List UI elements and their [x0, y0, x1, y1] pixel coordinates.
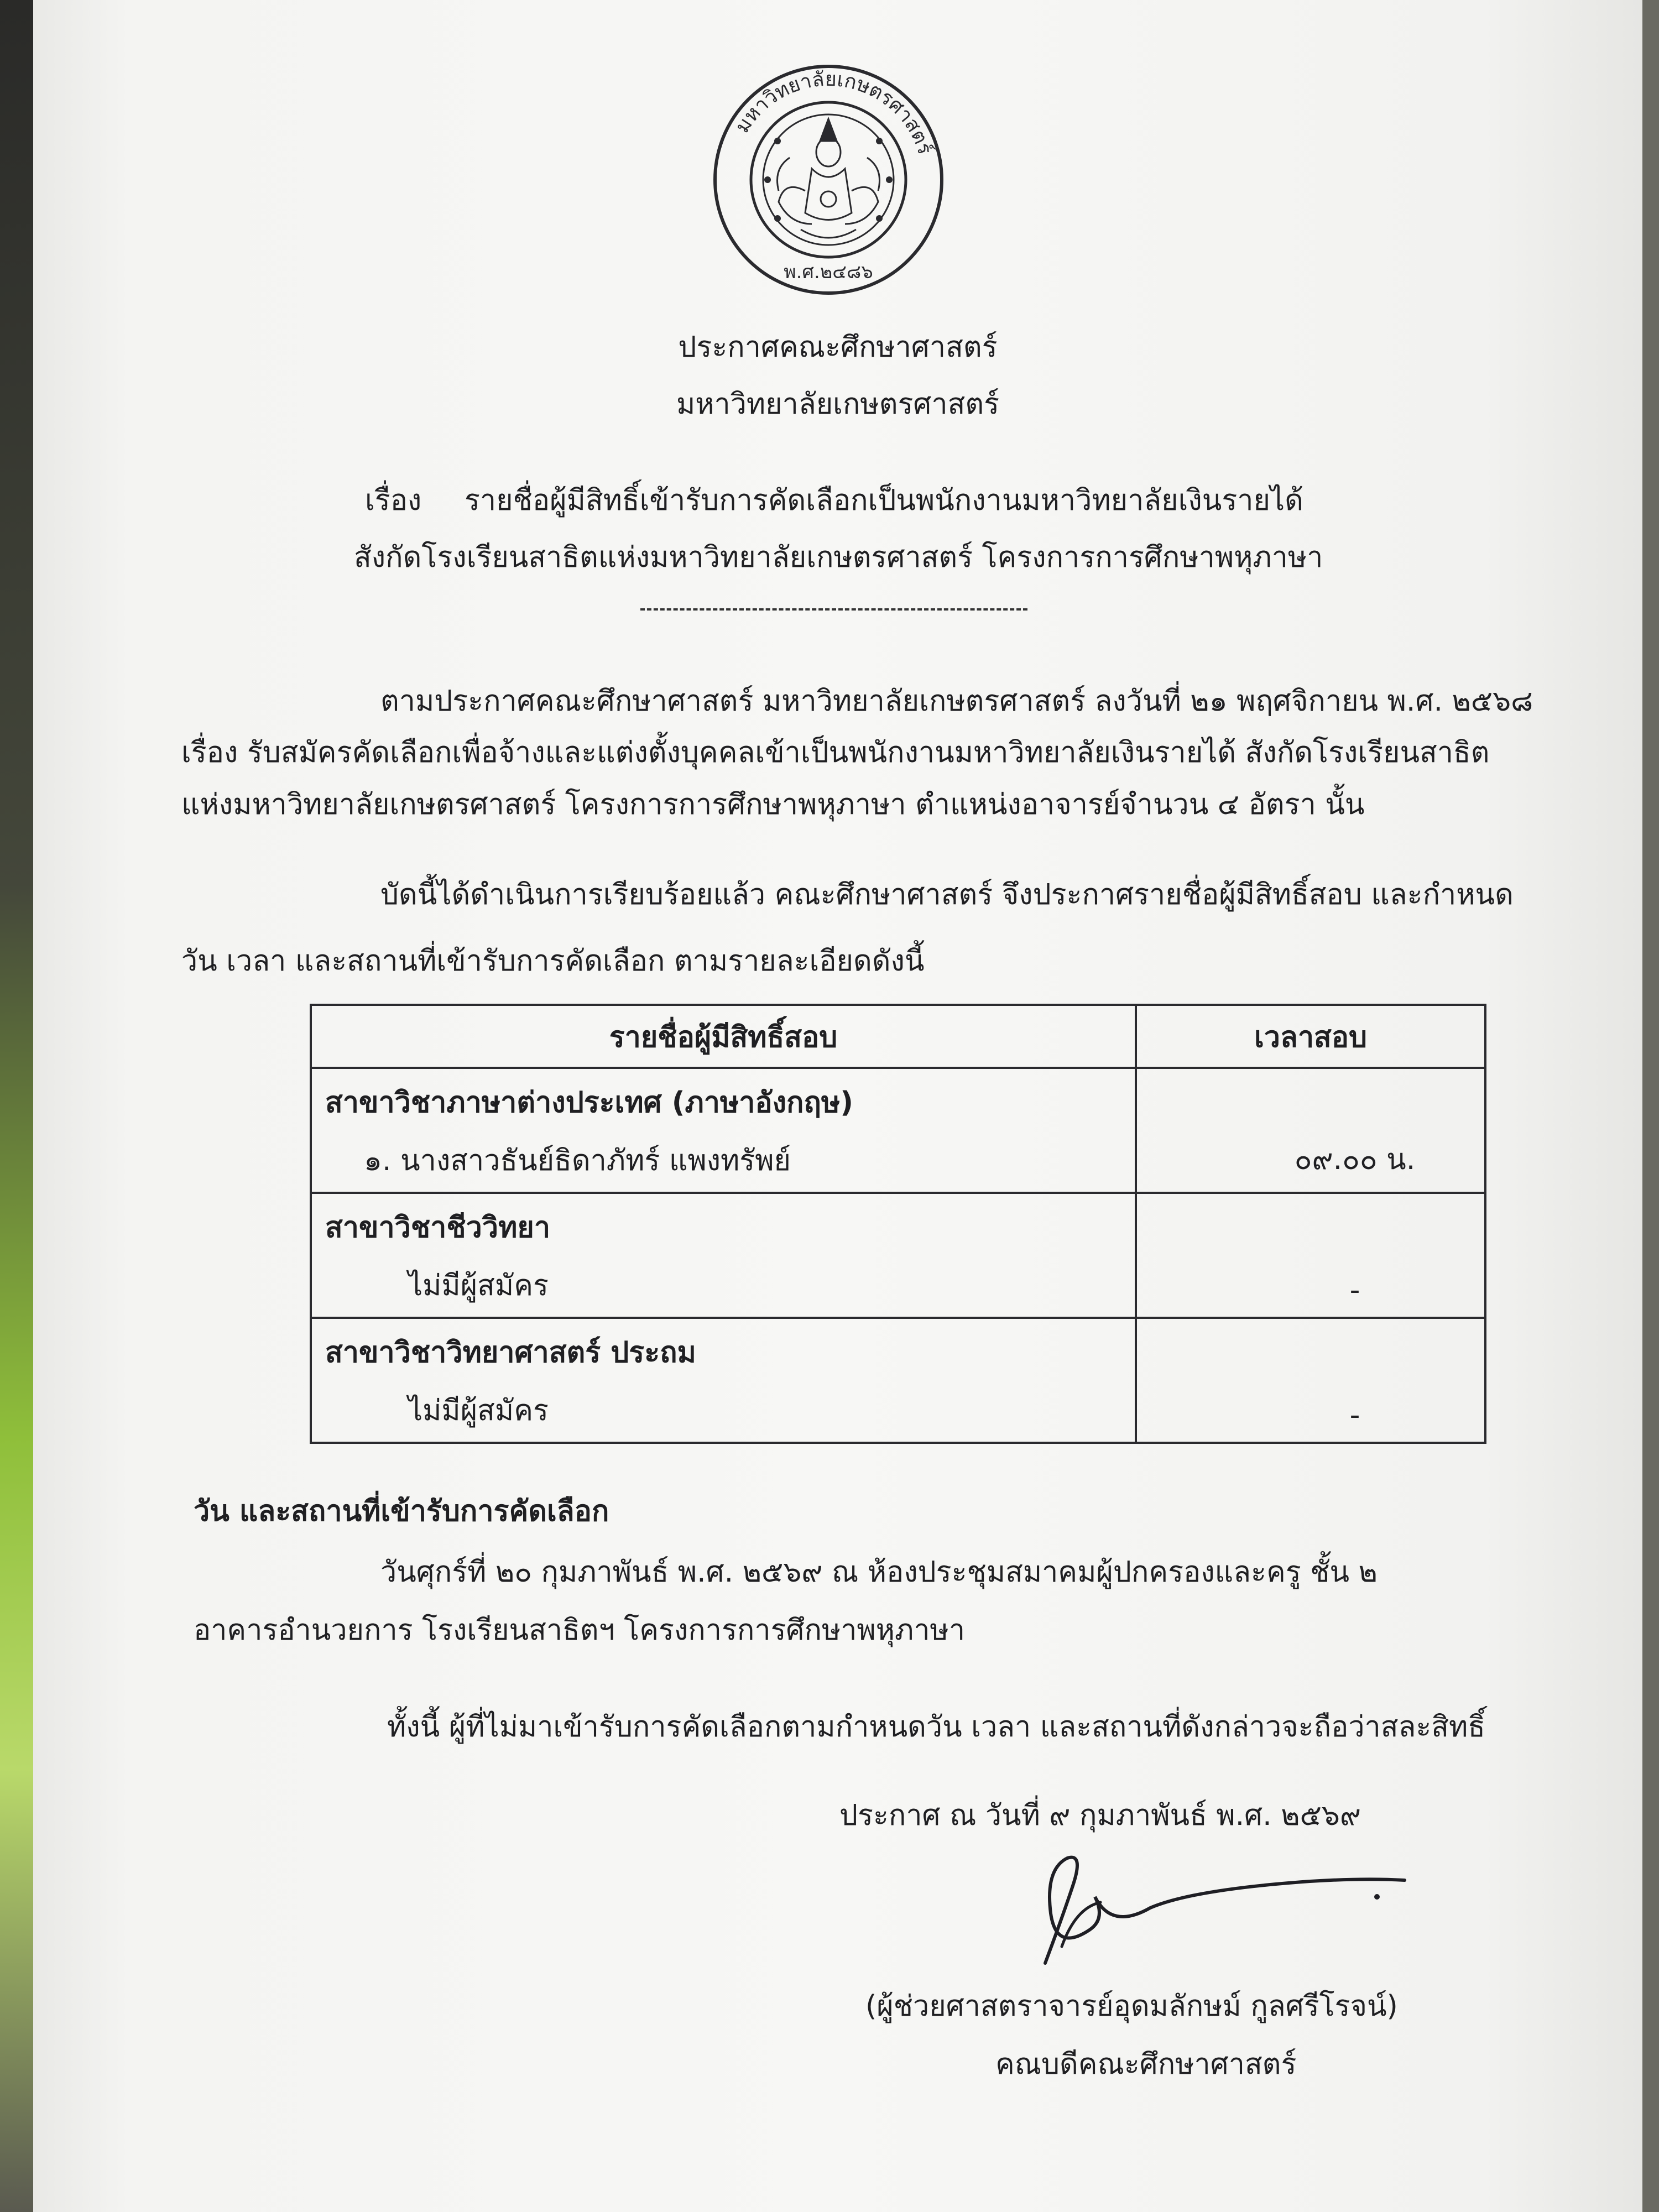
table-row: [311, 1318, 1485, 1443]
candidate-table: [310, 1004, 1486, 1444]
paragraph-2-line-1: บัดนี้ได้ดำเนินการเรียบร้อยแล้ว คณะศึกษาศาสตร์ จึงประกาศรายชื่อผู้มีสิทธิ์สอบ และกำหนด: [380, 878, 1514, 911]
announce-date: ประกาศ ณ วันที่ ๙ กุมภาพันธ์ พ.ศ. ๒๕๖๙: [839, 1799, 1361, 1832]
seal-year-text: พ.ศ.๒๔๘๖: [784, 261, 873, 283]
university-seal: [707, 58, 950, 301]
paragraph-2-line-2: วัน เวลา และสถานที่เข้ารับการคัดเลือก ตามรายละเอียดดังนี้: [181, 945, 925, 978]
paragraph-1-line-3: แห่งมหาวิทยาลัยเกษตรศาสตร์ โครงการการศึกษาพหุภาษา ตำแหน่งอาจารย์จำนวน ๔ อัตรา นั้น: [181, 788, 1365, 821]
candidate-entry: ไม่มีผู้สมัคร: [408, 1394, 549, 1427]
column-header-names: รายชื่อผู้มีสิทธิ์สอบ: [311, 1005, 1136, 1068]
group-name: สาขาวิชาวิทยาศาสตร์ ประถม: [325, 1336, 696, 1369]
dashed-divider: [640, 608, 1027, 611]
group-name: สาขาวิชาชีววิทยา: [325, 1211, 551, 1244]
exam-time: -: [1349, 1274, 1360, 1307]
candidate-entry: ๑. นางสาวธันย์ธิดาภัทร์ แพงทรัพย์: [364, 1144, 791, 1177]
subject-line-1: รายชื่อผู้มีสิทธิ์เข้ารับการคัดเลือกเป็นพนักงานมหาวิทยาลัยเงินรายได้: [465, 484, 1303, 517]
paragraph-1-line-1: ตามประกาศคณะศึกษาศาสตร์ มหาวิทยาลัยเกษตรศาสตร์ ลงวันที่ ๒๑ พฤศจิกายน พ.ศ. ๒๕๖๘: [380, 685, 1533, 718]
seal-ring-text: มหาวิทยาลัยเกษตรศาสตร์: [731, 67, 937, 158]
paragraph-1-line-2: เรื่อง รับสมัครคัดเลือกเพื่อจ้างและแต่งตั้งบุคคลเข้าเป็นพนักงานมหาวิทยาลัยเงินรายได้ สังกัดโรงเรียนสาธิต: [181, 736, 1490, 769]
venue-line-1: วันศุกร์ที่ ๒๐ กุมภาพันธ์ พ.ศ. ๒๕๖๙ ณ ห้องประชุมสมาคมผู้ปกครองและครู ชั้น ๒: [380, 1556, 1378, 1589]
table-row: [311, 1068, 1485, 1193]
header-line-1: ประกาศคณะศึกษาศาสตร์: [678, 331, 998, 364]
subject-label: เรื่อง: [365, 484, 422, 517]
table-header-row: [311, 1005, 1485, 1068]
handwritten-signature: [1023, 1836, 1427, 1980]
signatory-name: (ผู้ช่วยศาสตราจารย์อุดมลักษม์ กูลศรีโรจน์): [865, 1990, 1398, 2023]
column-header-time: เวลาสอบ: [1136, 1005, 1485, 1068]
venue-line-2: อาคารอำนวยการ โรงเรียนสาธิตฯ โครงการการศึกษาพหุภาษา: [194, 1614, 966, 1647]
svg-text:มหาวิทยาลัยเกษตรศาสตร์: [731, 68, 936, 157]
group-name: สาขาวิชาภาษาต่างประเทศ (ภาษาอังกฤษ): [325, 1086, 854, 1119]
table-row: [311, 1193, 1485, 1318]
header-line-2: มหาวิทยาลัยเกษตรศาสตร์: [676, 388, 1000, 421]
subject-line-2: สังกัดโรงเรียนสาธิตแห่งมหาวิทยาลัยเกษตรศาสตร์ โครงการการศึกษาพหุภาษา: [354, 541, 1323, 574]
exam-time: ๐๙.๐๐ น.: [1294, 1143, 1416, 1176]
candidate-entry: ไม่มีผู้สมัคร: [408, 1269, 549, 1302]
exam-time: -: [1349, 1399, 1360, 1432]
signatory-title: คณบดีคณะศึกษาศาสตร์: [995, 2048, 1297, 2081]
document-page: [33, 0, 1642, 2212]
venue-heading: วัน และสถานที่เข้ารับการคัดเลือก: [194, 1495, 609, 1528]
forfeit-note: ทั้งนี้ ผู้ที่ไม่มาเข้ารับการคัดเลือกตามกำหนดวัน เวลา และสถานที่ดังกล่าวจะถือว่าสละสิทธิ์: [387, 1710, 1486, 1744]
